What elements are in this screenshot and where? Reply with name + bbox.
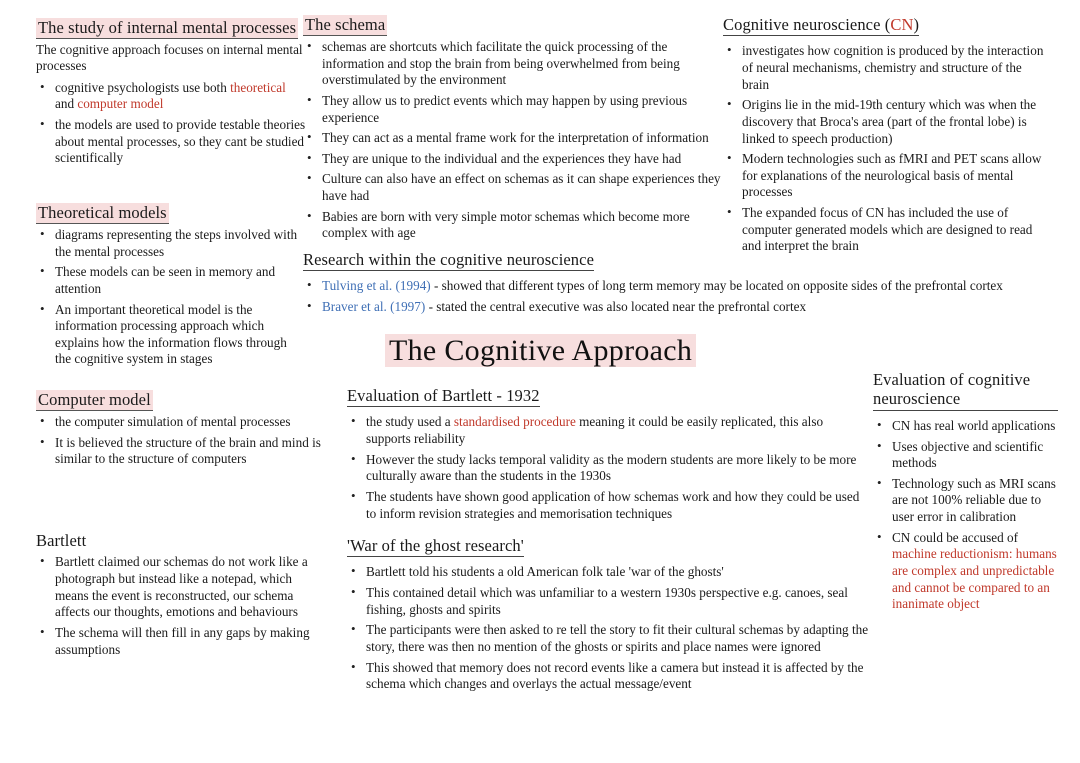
heading-wrap <box>303 250 1063 274</box>
list-item: • the models are used to provide testable theories about mental processes, so they cant be studied scientifically <box>36 117 306 167</box>
list-item <box>36 80 306 113</box>
section-evaluation-bartlett <box>347 386 867 526</box>
section-cognitive-neuroscience <box>723 15 1048 259</box>
section-heading-evaluation-cn: Evaluation of cognitive neuroscience <box>873 370 1058 411</box>
list-item: • These models can be seen in memory and attention <box>36 264 306 297</box>
heading-wrap <box>303 15 723 35</box>
section-heading-war-of-the-ghost: 'War of the ghost research' <box>347 536 524 557</box>
list-item <box>347 414 867 447</box>
list-item: • Origins lie in the mid-19th century which was when the discovery that Broca's area (part of the frontal lobe) is linked to speech production) <box>723 97 1048 147</box>
list-item: • CN has real world applications <box>873 418 1058 435</box>
citation-tulving: Tulving et al. (1994) <box>322 278 431 294</box>
heading-wrap <box>347 536 872 560</box>
citation-text: - showed that different types of long term memory may be located on opposite sides of the prefrontal cortex <box>430 278 1003 294</box>
bullet-text-pre: cognitive psychologists use both <box>55 79 231 95</box>
list-item: • The students have shown good application of how schemas work and how they could be used to inform revision strategies and memorisation techniques <box>347 489 867 522</box>
list-item: • This showed that memory does not record events like a camera but instead it is affected by the schema which changes and overlays the actual message/event <box>347 660 872 693</box>
heading-wrap <box>36 531 321 550</box>
list-item: • The expanded focus of CN has included the use of computer generated models which are designed to read and interpret the brain <box>723 205 1048 255</box>
bullet-text-red-standardised-procedure: standardised procedure <box>453 414 576 430</box>
section-war-of-the-ghost <box>347 536 872 697</box>
heading-wrap <box>36 390 321 410</box>
list-item <box>303 278 1063 295</box>
bullet-list-evaluation-cn <box>873 418 1058 613</box>
bullet-list-war-of-the-ghost <box>347 564 872 692</box>
section-internal-mental-processes <box>36 18 306 171</box>
section-heading-bartlett: Bartlett <box>36 531 87 550</box>
list-item: • The participants were then asked to re tell the story to fit their cultural schemas by adapting the story, there was then no mention of the ghosts or spirits and place names were ignored <box>347 622 872 655</box>
heading-part-cn: CN <box>890 15 914 34</box>
bullet-text-post: meaning it could be easily replicated, this also supports reliability <box>366 414 824 447</box>
list-item: • Babies are born with very simple motor schemas which become more complex with age <box>303 209 723 242</box>
list-item: • This contained detail which was unfamiliar to a western 1930s perspective e.g. canoes, seal fishing, ghosts and spirits <box>347 585 872 618</box>
list-item: • Culture can also have an effect on schemas as it can shape experiences they have had <box>303 171 723 204</box>
section-heading-internal-mental: The study of internal mental processes <box>38 18 297 37</box>
section-bartlett <box>36 531 321 662</box>
page-title <box>385 334 696 368</box>
bullet-text-red-theoretical: theoretical <box>230 79 286 95</box>
bullet-list-research-cn <box>303 278 1063 315</box>
list-item: • the computer simulation of mental processes <box>36 414 321 431</box>
list-item: • It is believed the structure of the brain and mind is similar to the structure of computers <box>36 435 321 468</box>
bullet-text-pre: the study used a <box>366 414 454 430</box>
heading-part-post: ) <box>913 15 920 34</box>
list-item: • investigates how cognition is produced by the interaction of neural mechanisms, chemistry and structure of the brain <box>723 43 1048 93</box>
heading-wrap <box>347 386 867 410</box>
heading-wrap <box>36 203 306 223</box>
bullet-list-cognitive-neuroscience <box>723 43 1048 255</box>
list-item: • diagrams representing the steps involved with the mental processes <box>36 227 306 260</box>
list-item: • schemas are shortcuts which facilitate the quick processing of the information and stop the brain from being overwhelmed from being overstimulated by the environment <box>303 39 723 89</box>
section-heading-schema: The schema <box>305 15 386 34</box>
bullet-list-theoretical-models <box>36 227 306 368</box>
list-item: • Bartlett claimed our schemas do not work like a photograph but instead like a notepad, which means the event is reconstructed, our schema affects our thoughts, emotions and behaviours <box>36 554 321 621</box>
bullet-list-computer-model <box>36 414 321 468</box>
bullet-text-mid: and <box>55 96 78 112</box>
section-schema <box>303 15 723 246</box>
citation-text: - stated the central executive was also located near the prefrontal cortex <box>425 299 807 315</box>
bullet-text-red-machine-reductionism: machine reductionism: humans are complex and unpredictable and cannot be compared to an inanimate object <box>892 546 1057 612</box>
section-theoretical-models <box>36 203 306 372</box>
section-heading-theoretical-models: Theoretical models <box>38 203 167 222</box>
list-item: • Bartlett told his students a old American folk tale 'war of the ghosts' <box>347 564 872 581</box>
citation-braver: Braver et al. (1997) <box>322 299 426 315</box>
list-item: • They can act as a mental frame work for the interpretation of information <box>303 130 723 147</box>
page-title-text: The Cognitive Approach <box>385 334 696 367</box>
heading-part-pre: Cognitive neuroscience ( <box>723 15 891 34</box>
list-item <box>303 299 1063 316</box>
section-heading-research-cn: Research within the cognitive neuroscience <box>303 250 594 271</box>
section-computer-model <box>36 390 321 472</box>
section-heading-evaluation-bartlett: Evaluation of Bartlett - 1932 <box>347 386 540 407</box>
bullet-list-bartlett <box>36 554 321 658</box>
list-item: • They allow us to predict events which may happen by using previous experience <box>303 93 723 126</box>
intro-paragraph: The cognitive approach focuses on internal mental processes <box>36 42 303 74</box>
list-item: • Uses objective and scientific methods <box>873 439 1058 472</box>
section-heading-computer-model: Computer model <box>38 390 151 409</box>
section-heading-cognitive-neuroscience <box>723 15 919 36</box>
bullet-list-internal-mental <box>36 80 306 167</box>
bullet-list-evaluation-bartlett <box>347 414 867 522</box>
list-item: • They are unique to the individual and the experiences they have had <box>303 151 723 168</box>
section-research-cognitive-neuroscience <box>303 250 1063 320</box>
list-item: • Modern technologies such as fMRI and PET scans allow for explanations of the neurological basis of mental processes <box>723 151 1048 201</box>
bullet-text-pre: CN could be accused of <box>892 529 1018 545</box>
section-evaluation-cognitive-neuroscience <box>873 370 1058 617</box>
list-item: • The schema will then fill in any gaps by making assumptions <box>36 625 321 658</box>
list-item: • An important theoretical model is the information processing approach which explains how the information flows through the cognitive system in stages <box>36 302 306 369</box>
heading-wrap <box>36 18 306 38</box>
bullet-list-schema <box>303 39 723 242</box>
heading-wrap <box>723 15 1048 39</box>
list-item <box>873 530 1058 613</box>
list-item: • However the study lacks temporal validity as the modern students are more likely to be more culturally aware than the students in the 1930s <box>347 452 867 485</box>
list-item: • Technology such as MRI scans are not 100% reliable due to user error in calibration <box>873 476 1058 526</box>
bullet-text-red-computer-model: computer model <box>77 96 164 112</box>
heading-wrap <box>873 370 1058 414</box>
